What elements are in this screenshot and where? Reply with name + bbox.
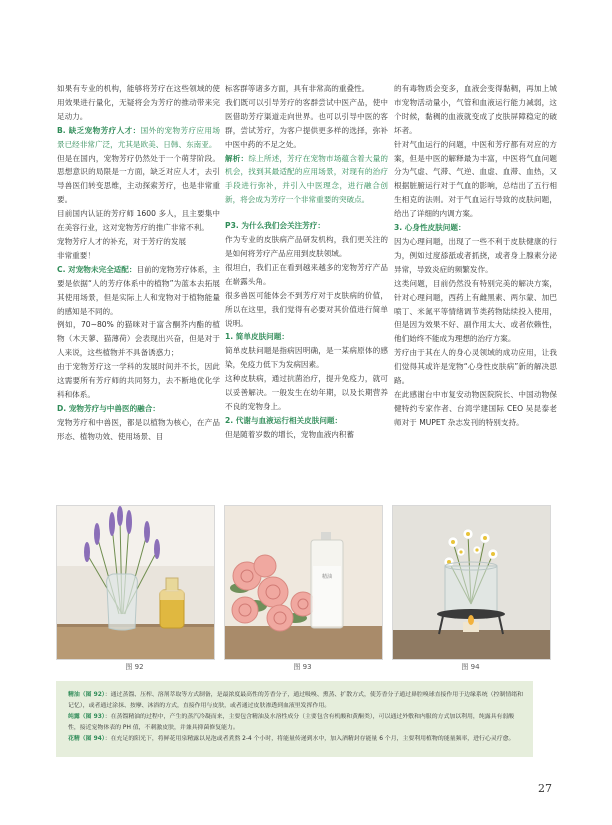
paragraph: 我们既可以引导芳疗的客群尝试中医产品，使中医借助芳疗渠道走向世界。也可以引导中医的客群，尝试芳疗，为客户提供更多样的选择，弥补中医中药的不足之处。: [225, 97, 388, 149]
lavender-vase-illustration: [57, 506, 214, 659]
summary-heading: 解析：: [225, 153, 249, 163]
rose-bottle-illustration: [225, 506, 382, 659]
summary-text: 综上所述，芳疗在宠物市场蕴含着大量的机会，找到其最适配的应用场景，对现有的治疗手段进行弥补，并引入中医理念，进行融合创新，将会成为芳疗一个非常重要的突破点。: [225, 153, 388, 205]
caption-key: 花精（图 94）: [68, 736, 105, 742]
paragraph: 标客群等诸多方面，具有非常高的重叠性。: [225, 84, 370, 93]
page-number: 27: [538, 782, 552, 795]
hydrosol-photo: [224, 505, 383, 660]
text-column-right: [394, 82, 557, 430]
flower-jar-illustration: [393, 506, 550, 659]
caption-text: ：在充足的阳光下，将鲜花用泉精露以晃泡或者煮熬 2-4 个小时，将能量传递到水中，加入酒精封存能量 6 个月，主要利用植物的能量频率，进行心灵疗愈。: [104, 736, 515, 742]
bottle-label: 精油: [321, 574, 333, 580]
caption-text: ：在蒸馏精油的过程中，产生的蒸汽冷凝而来，主要包含精油及水溶性成分（主要包含有机酸和黄酮类），可以通过外敷和内服的方式加以利用，纯露具有弱酸性，接近宠物体表的 PH 值，不刺激皮肤，并兼具抑菌修复能力。: [68, 714, 515, 731]
figure-93-label: 图 93: [293, 663, 312, 671]
paragraph-c: 目前的宠物芳疗体系，主要是依据“人的芳疗体系中的植物”为蓝本去拓展其使用场景，但是实际上人和宠物对于植物能量的感知是不同的。: [57, 264, 220, 316]
section-b: [57, 124, 220, 152]
paragraph: 宠物芳疗和中兽医，都是以植物为核心，在产品形态、植物功效、使用场景、目: [57, 417, 220, 441]
caption-key: 纯露（图 93）: [68, 714, 105, 720]
spacer: [225, 207, 388, 219]
paragraph: 芳疗由于其在人的身心灵领域的成功应用，让我们觉得其或许是宠物“心身性皮肤病”新的解决思路。: [394, 348, 557, 386]
caption-box: [56, 681, 533, 757]
paragraph: 因为心理问题，出现了一些不利于皮肤健康的行为，例如过度舔舐或者抓挠，或者身上腺素分泌异常，导致炎症的频繁发作。: [394, 236, 557, 274]
paragraph-text: 宠物芳疗人才的补充，对于芳疗的发展: [57, 236, 187, 246]
paragraph: 这类问题，目前仍然没有特别完美的解决方案，针对心理问题，西药上有雌黑素、两尔蒙、加巴喷丁、米氮平等情绪调节类药物陆续投入使用，但是因为效果不好、副作用太大、或者依赖性，他们始终不能成为理想的治疗方案。: [394, 278, 557, 344]
text-column-middle: [225, 82, 388, 442]
paragraph: 但是在国内，宠物芳疗仍然处于一个萌芽阶段。思想意识的局限是一方面，缺乏对应人才，去引导兽医们转变思维，主动探索芳疗，也是非常重要。: [57, 153, 220, 205]
paragraph: 由于宠物芳疗这一学科的发展时间并不长，因此这需要所有芳疗师的共同努力，去不断地优化学科和体系。: [57, 362, 220, 399]
caption-key: 精油（图 92）: [68, 692, 105, 698]
heading-3: 3. 心身性皮肤问题：: [394, 223, 466, 233]
paragraph: 简单皮肤问题是指病因明确，是一某病原体的感染，免疫力低下为发病因素。: [225, 346, 388, 370]
heading-p3: P3. 为什么我们会关注芳疗：: [225, 221, 325, 231]
caption-flower-essence: [68, 734, 523, 745]
paragraph: 但是随着岁数的增长，宠物血液内积蓄: [225, 429, 355, 439]
section-c: [57, 263, 220, 319]
figure-94-label: 图 94: [461, 663, 480, 671]
caption-text: ：通过蒸馏、压榨、溶剂萃取等方式制备，是最浓度最高性的芳香分子，通过吸嗅、熏蒸、扩散方式，使芳香分子通过鼻腔嗅球直接作用于边缘系统（控制情绪和记忆），或者通过涂抹、按摩、沐浴的方式，直接作用与皮肤，或者通过皮肤渗透到血液里发挥作用。: [68, 692, 523, 709]
caption-hydrosol: [68, 712, 523, 734]
essential-oil-photo: [56, 505, 215, 660]
paragraph: 这种皮肤病，通过抗菌治疗，提升免疫力，就可以妥善解决。一般发生在幼年期，以及长期营养不良的宠物身上。: [225, 374, 388, 411]
caption-essential-oil: [68, 690, 523, 712]
heading-2: 2. 代谢与血液运行相关皮肤问题：: [225, 415, 343, 425]
text-column-left: [57, 82, 220, 444]
paragraph: 在此感谢台中市复安动物医院院长、中国动物保健特约专家作者、台湾学建国际 CEO 吴昆泰老师对于 MUPET 杂志发刊的特别支持。: [394, 389, 557, 427]
heading-d: D. 宠物芳疗与中兽医的融合：: [57, 403, 160, 413]
paragraph: 很多兽医可能体会不到芳疗对于皮肤病的价值，所以在这里，我们觉得有必要对其价值进行简单说明。: [225, 290, 388, 328]
heading-c: C. 对宠物未完全适配：: [57, 264, 137, 274]
paragraph: 针对气血运行的问题，中医和芳疗都有对应的方案，但是中医的解释最为丰富，中医将气血问题分为气虚、气滞、气逆、血虚、血滞、血热，又根据脏腑运行对于气血的影响，总结出了五行相生相克的法则。对于气血运行导致的皮肤问题，给出了详细的内调方案。: [394, 139, 557, 219]
paragraph: 很坦白，我们正在看到越来越多的宠物芳疗产品在崭露头角。: [225, 262, 388, 286]
figure-92-label: 图 92: [125, 663, 144, 671]
heading-1: 1. 简单皮肤问题：: [225, 332, 289, 342]
paragraph: 如果有专业的机构，能够将芳疗在这些领域的使用效果进行量化，无疑将会为芳疗的推动带来完足动力。: [57, 84, 220, 121]
paragraph: 目前国内认证的芳疗师 1600 多人，且主要集中在美容行业，这对宠物芳疗的推广非常不利。: [57, 209, 220, 233]
heading-b: B. 缺乏宠物芳疗人才：: [57, 125, 141, 135]
paragraph: 作为专业的皮肤病产品研发机构，我们更关注的是如何将芳疗产品应用到皮肤领域。: [225, 235, 388, 258]
flower-essence-photo: [392, 505, 551, 660]
paragraph-b: 国外的宠物芳疗应用场景已经非常广泛，尤其是欧美、日韩、东南亚。: [57, 125, 220, 149]
summary: [225, 152, 388, 208]
paragraph: 例如，70~80% 的猫咪对于富含酮芥内酯的植物（木天蓼、猫薄荷）会表现出兴奋，但是对于人来说，这些植物并不具备诱惑力；: [57, 320, 220, 358]
paragraph: 的有毒物质会变多，血液会变得黏稠，再加上城市宠物活动量小，气管和血液运行能力减弱，这个时候，黏稠的血液就变成了皮肤屏障稳定的破坏者。: [394, 84, 557, 135]
paragraph-text: 非常重要！: [57, 250, 95, 260]
paragraph: [57, 235, 220, 263]
